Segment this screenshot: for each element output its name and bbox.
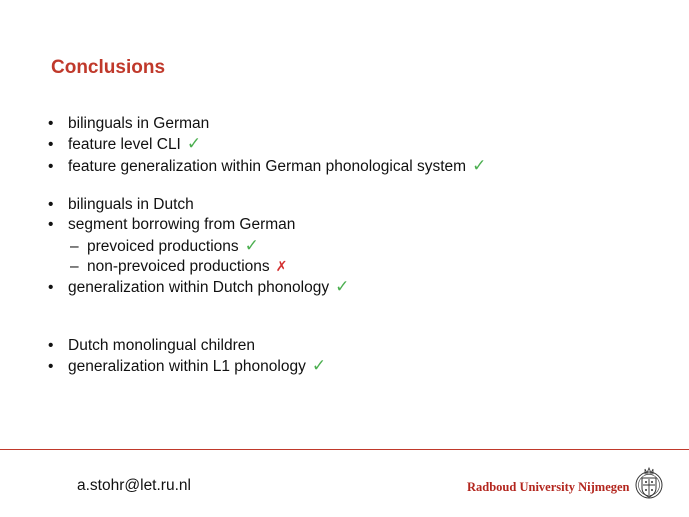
bullet-item (48, 215, 349, 235)
dash-marker: – (70, 257, 79, 275)
sub-bullet-item (48, 257, 349, 277)
bullet-text: generalization within Dutch phonology (68, 279, 330, 297)
cross-mark-icon: ✗ (275, 258, 288, 275)
checkmark-icon: ✓ (472, 155, 487, 176)
bullet-marker: • (48, 136, 54, 154)
bullet-marker: • (48, 279, 54, 297)
university-name: Radboud University Nijmegen (467, 480, 630, 494)
university-crest-icon (634, 464, 664, 504)
bullet-marker: • (48, 157, 54, 175)
checkmark-icon: ✓ (335, 277, 350, 298)
bullet-item (48, 195, 349, 215)
bullet-item (48, 336, 326, 356)
bullet-item (48, 134, 486, 155)
footer-email: a.stohr@let.ru.nl (77, 477, 191, 494)
bullet-text: Dutch monolingual children (68, 337, 255, 354)
checkmark-icon: ✓ (244, 235, 259, 256)
bullet-text: bilinguals in Dutch (68, 196, 194, 213)
bullet-item (48, 114, 486, 134)
bullet-marker: • (48, 196, 54, 213)
bullet-text: generalization within L1 phonology (68, 358, 306, 376)
footer-divider (0, 449, 689, 450)
bullet-text: non-prevoiced productions (87, 257, 270, 275)
bullet-marker: • (48, 216, 54, 234)
bullet-text: feature generalization within German phonological system (68, 157, 467, 175)
slide-title: Conclusions (51, 57, 166, 78)
bullet-group-dutch-monolinguals (48, 336, 326, 378)
bullet-text: bilinguals in German (68, 115, 210, 132)
bullet-marker: • (48, 337, 54, 354)
dash-marker: – (70, 237, 79, 255)
bullet-text: feature level CLI (68, 136, 181, 154)
bullet-text: prevoiced productions (87, 237, 239, 255)
bullet-marker: • (48, 115, 54, 132)
bullet-text: segment borrowing from German (68, 216, 296, 234)
checkmark-icon: ✓ (186, 134, 202, 155)
bullet-item (48, 356, 326, 377)
checkmark-icon: ✓ (311, 356, 327, 377)
bullet-item (48, 277, 349, 298)
bullet-item (48, 156, 486, 177)
bullet-group-german-bilinguals (48, 114, 486, 177)
bullet-group-dutch-bilinguals (48, 195, 349, 298)
bullet-marker: • (48, 358, 54, 376)
sub-bullet-item (48, 236, 349, 257)
